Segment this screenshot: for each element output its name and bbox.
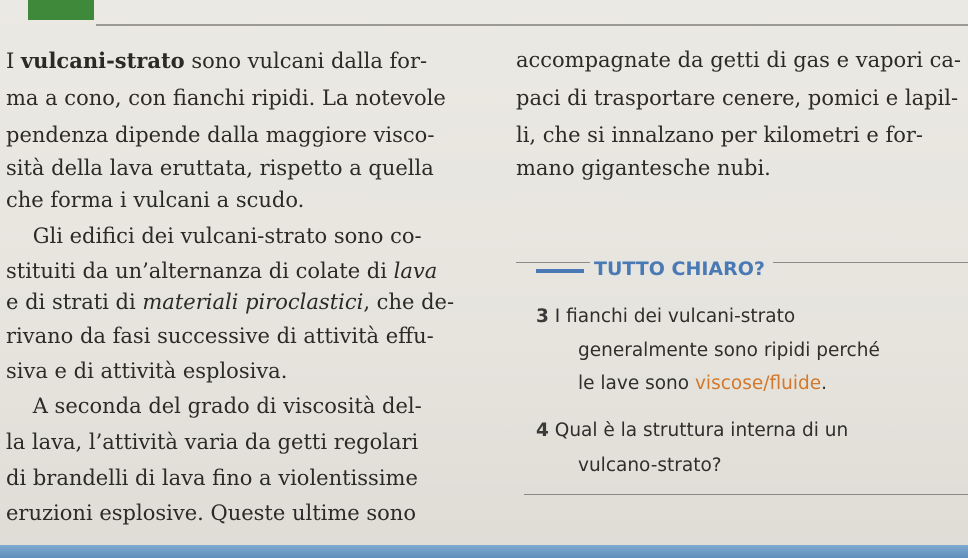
- text-segment: sità della lava eruttata, rispetto a quella: [6, 156, 434, 180]
- right-text-line: mano gigantesche nubi.: [516, 156, 771, 180]
- main-text-line: [6, 359, 287, 383]
- text-segment: Gli edifici dei vulcani-strato sono co-: [6, 224, 422, 248]
- question-4-text-1: Qual è la struttura interna di un: [554, 420, 849, 441]
- question-3-line-2: generalmente sono ripidi perché: [578, 340, 880, 361]
- text-segment: sono vulcani dalla for-: [184, 49, 428, 73]
- text-segment: ma a cono, con fianchi ripidi. La notevole: [6, 86, 446, 110]
- text-segment: pendenza dipende dalla maggiore visco-: [6, 123, 435, 147]
- main-text-line: [6, 48, 427, 73]
- text-segment: stituiti da un’alternanza di colate di: [6, 259, 394, 283]
- right-text-line: accompagnate da getti di gas e vapori ca-: [516, 48, 961, 72]
- main-text-line: [6, 156, 434, 180]
- question-3-prefix: le lave sono: [578, 373, 695, 394]
- main-text-line: [6, 188, 304, 212]
- text-segment: di brandelli di lava fino a violentissime: [6, 466, 418, 490]
- right-text-line: li, che si innalzano per kilometri e for-: [516, 123, 924, 147]
- text-segment: siva e di attività esplosiva.: [6, 359, 288, 383]
- main-text-line: [6, 290, 454, 314]
- top-divider: [96, 24, 968, 26]
- box-title: TUTTO CHIARO?: [590, 258, 773, 280]
- question-4-line-2: vulcano-strato?: [578, 455, 722, 476]
- main-text-line: [6, 259, 437, 283]
- box-bottom-divider: [524, 494, 968, 495]
- main-text-line: [6, 224, 422, 248]
- box-title-accent: [536, 269, 584, 273]
- text-segment: , che de-: [363, 290, 455, 314]
- main-text-line: [6, 123, 434, 147]
- question-3-answer[interactable]: viscose/fluide: [694, 373, 822, 394]
- right-text-line: paci di trasportare cenere, pomici e lapil-: [516, 86, 959, 110]
- text-segment: materiali piroclastici: [142, 290, 364, 314]
- text-segment: rivano da fasi successive di attività effu-: [6, 324, 434, 348]
- bottom-blue-band: [0, 545, 968, 558]
- text-segment: lava: [393, 259, 438, 283]
- text-segment: vulcani-strato: [20, 48, 185, 73]
- main-text-line: [6, 86, 446, 110]
- question-3-line-1: [536, 306, 795, 327]
- main-text-line: [6, 501, 416, 525]
- question-3-number: 3: [536, 306, 549, 327]
- question-3-line-3: [578, 373, 827, 394]
- main-text-line: [6, 466, 418, 490]
- main-text-line: [6, 430, 418, 454]
- question-3-text-1: I fianchi dei vulcani-strato: [554, 306, 796, 327]
- text-segment: che forma i vulcani a scudo.: [6, 188, 305, 212]
- main-text-line: [6, 394, 422, 418]
- main-text-line: [6, 324, 434, 348]
- text-segment: I: [6, 49, 21, 73]
- text-segment: la lava, l’attività varia da getti regolari: [6, 430, 419, 454]
- question-4-number: 4: [536, 420, 549, 441]
- text-segment: A seconda del grado di viscosità del-: [6, 394, 422, 418]
- green-header-tab: [28, 0, 94, 20]
- text-segment: e di strati di: [6, 290, 143, 314]
- question-3-suffix: .: [821, 373, 827, 394]
- text-segment: eruzioni esplosive. Queste ultime sono: [6, 501, 416, 525]
- question-4-line-1: [536, 420, 848, 441]
